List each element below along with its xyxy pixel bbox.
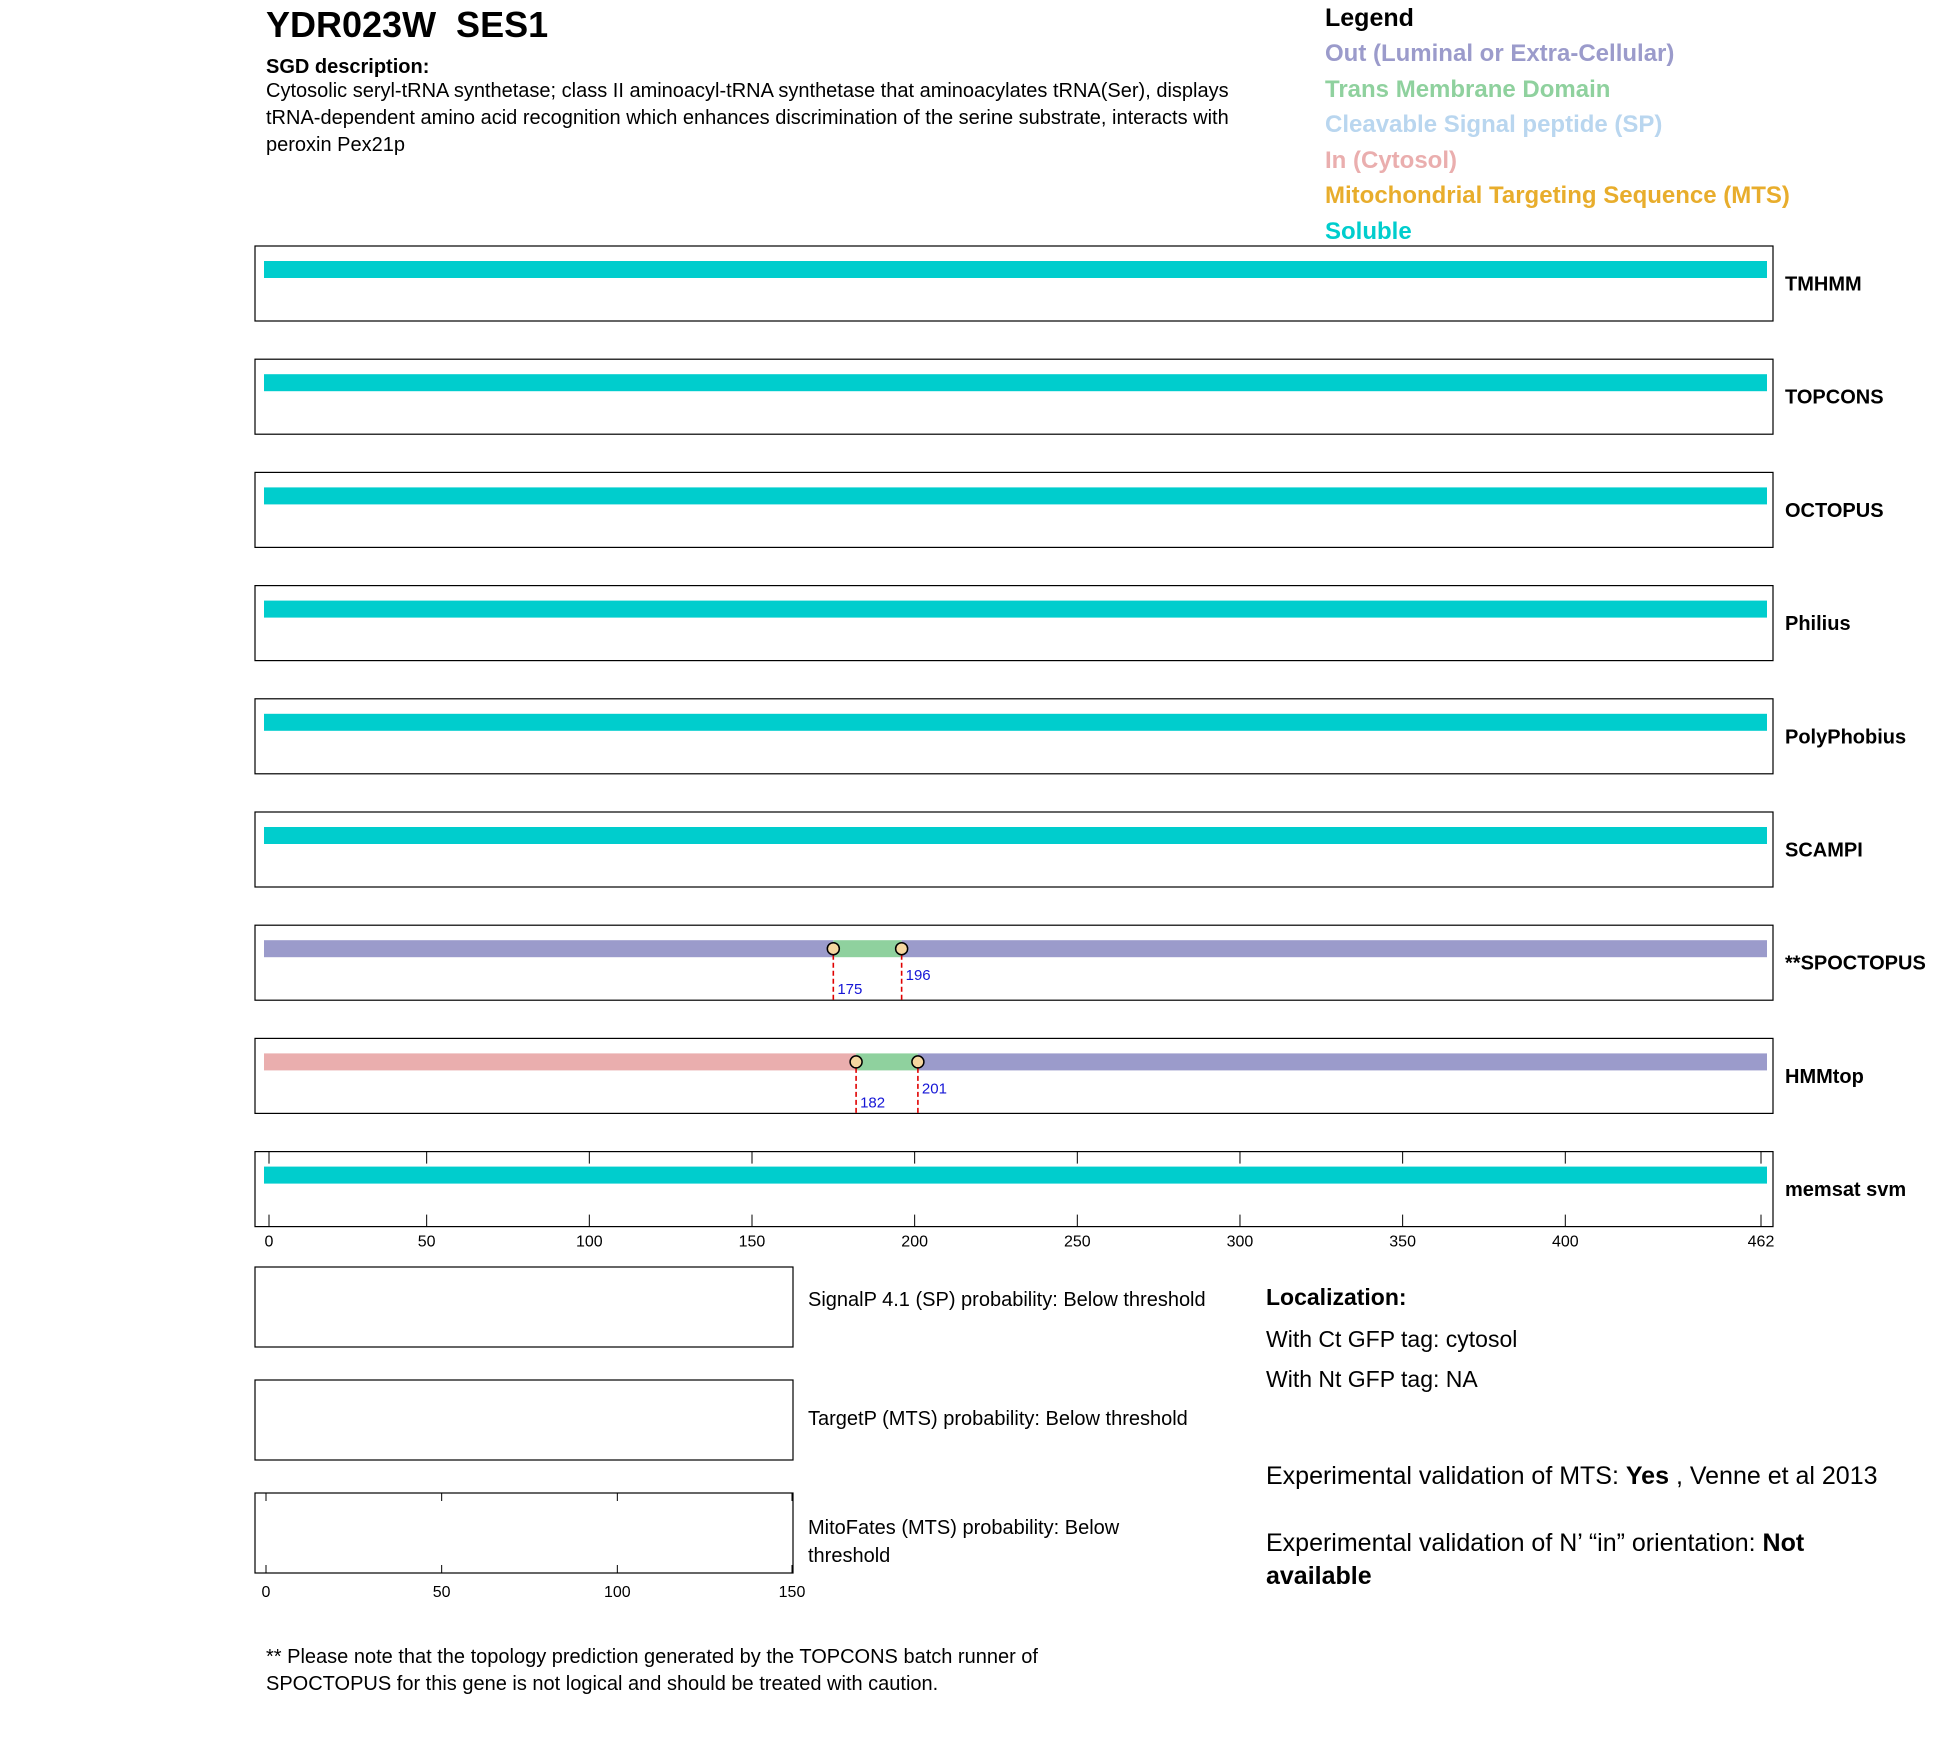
boundary-label: 201 bbox=[921, 1080, 947, 1098]
x-tick-label: 100 bbox=[575, 1233, 603, 1251]
experimental-mts bbox=[1266, 1462, 1878, 1491]
experimental-in-prefix: Experimental validation of N’ “in” orientation: bbox=[1266, 1529, 1763, 1557]
targetp-probability-text: TargetP (MTS) probability: Below threshold bbox=[808, 1408, 1188, 1430]
legend-item: Trans Membrane Domain bbox=[1325, 75, 1611, 103]
localization-ct: With Ct GFP tag: cytosol bbox=[1266, 1326, 1518, 1352]
localization-heading: Localization: bbox=[1266, 1284, 1407, 1310]
footnote: ** Please note that the topology prediction generated by the TOPCONS batch runner of SPOCTOPUS for this gene is not logical and should be treated with caution. bbox=[266, 1646, 1038, 1695]
page-title: YDR023W SES1 bbox=[266, 4, 549, 45]
x-tick-label: 400 bbox=[1551, 1233, 1579, 1251]
legend-title: Legend bbox=[1325, 4, 1414, 32]
track-label: TOPCONS bbox=[1785, 386, 1884, 409]
track-frame bbox=[255, 472, 1773, 547]
x-tick-label: 150 bbox=[738, 1233, 766, 1251]
probability-panel bbox=[255, 1380, 793, 1460]
boundary-marker bbox=[896, 943, 908, 955]
probability-panel bbox=[255, 1493, 793, 1573]
track-segment bbox=[264, 1053, 856, 1070]
track-segment bbox=[264, 940, 833, 957]
legend-item: Mitochondrial Targeting Sequence (MTS) bbox=[1325, 182, 1790, 209]
track-segment bbox=[902, 940, 1767, 957]
track-label: PolyPhobius bbox=[1785, 726, 1907, 749]
track-label: TMHMM bbox=[1785, 273, 1862, 296]
experimental-mts-value: Yes bbox=[1625, 1462, 1669, 1490]
x-tick-label: 200 bbox=[901, 1233, 929, 1251]
x-tick-label: 350 bbox=[1389, 1233, 1416, 1251]
track-label: Philius bbox=[1785, 613, 1851, 636]
description-heading: SGD description: bbox=[266, 56, 430, 78]
track-segment bbox=[264, 374, 1767, 391]
experimental-mts-prefix: Experimental validation of MTS: bbox=[1266, 1462, 1626, 1490]
track-frame bbox=[255, 246, 1773, 321]
boundary-label: 182 bbox=[860, 1094, 886, 1112]
boundary-marker bbox=[827, 943, 839, 955]
signalp-probability-text: SignalP 4.1 (SP) probability: Below threshold bbox=[808, 1289, 1206, 1311]
x-tick-label: 250 bbox=[1063, 1233, 1091, 1251]
mitofates-probability-text: MitoFates (MTS) probability: Below threshold bbox=[808, 1517, 1120, 1567]
track-frame bbox=[255, 812, 1773, 887]
x-tick-label: 50 bbox=[417, 1233, 436, 1251]
track-segment bbox=[264, 1167, 1767, 1184]
legend-item: In (Cytosol) bbox=[1325, 146, 1457, 174]
description-text: Cytosolic seryl-tRNA synthetase; class II aminoacyl-tRNA synthetase that aminoacylates tRNA(Ser), displays tRNA-dependent amino acid recognition which enhances discrimination of the serine substrate, interacts with peroxin Pex21p bbox=[266, 80, 1229, 156]
track-label: SCAMPI bbox=[1785, 839, 1863, 862]
experimental-in-value: Not available bbox=[1266, 1529, 1805, 1590]
track-frame bbox=[255, 1038, 1773, 1113]
track-segment bbox=[264, 487, 1767, 504]
x-tick-label: 300 bbox=[1226, 1233, 1254, 1251]
track-label: HMMtop bbox=[1785, 1065, 1864, 1088]
boundary-label: 175 bbox=[837, 981, 863, 999]
track-frame bbox=[255, 699, 1773, 774]
x-tick-label: 462 bbox=[1747, 1233, 1775, 1251]
track-segment bbox=[856, 1053, 918, 1070]
legend-item: Cleavable Signal peptide (SP) bbox=[1325, 111, 1663, 138]
boundary-marker bbox=[850, 1056, 862, 1068]
experimental-mts-suffix: , Venne et al 2013 bbox=[1669, 1462, 1878, 1490]
track-segment bbox=[833, 940, 901, 957]
track-frame bbox=[255, 586, 1773, 661]
prob-x-tick-label: 0 bbox=[261, 1584, 271, 1601]
prob-x-tick-label: 150 bbox=[778, 1584, 806, 1601]
legend-item: Soluble bbox=[1325, 217, 1412, 245]
legend-item: Out (Luminal or Extra-Cellular) bbox=[1325, 40, 1675, 67]
track-label: OCTOPUS bbox=[1785, 499, 1884, 522]
track-frame bbox=[255, 925, 1773, 1000]
track-label: memsat svm bbox=[1785, 1179, 1907, 1202]
probability-panel bbox=[255, 1267, 793, 1347]
track-segment bbox=[264, 827, 1767, 844]
prob-x-tick-label: 50 bbox=[432, 1584, 451, 1601]
track-segment bbox=[264, 714, 1767, 731]
x-tick-label: 0 bbox=[264, 1233, 274, 1251]
track-frame bbox=[255, 359, 1773, 434]
track-frame bbox=[255, 1152, 1773, 1227]
prob-x-tick-label: 100 bbox=[603, 1584, 631, 1601]
track-segment bbox=[264, 261, 1767, 278]
boundary-label: 196 bbox=[905, 967, 931, 985]
track-label: **SPOCTOPUS bbox=[1785, 952, 1926, 975]
track-segment bbox=[918, 1053, 1767, 1070]
localization-nt: With Nt GFP tag: NA bbox=[1266, 1366, 1478, 1392]
boundary-marker bbox=[912, 1056, 924, 1068]
experimental-in-orientation bbox=[1266, 1527, 1886, 1593]
track-segment bbox=[264, 601, 1767, 618]
